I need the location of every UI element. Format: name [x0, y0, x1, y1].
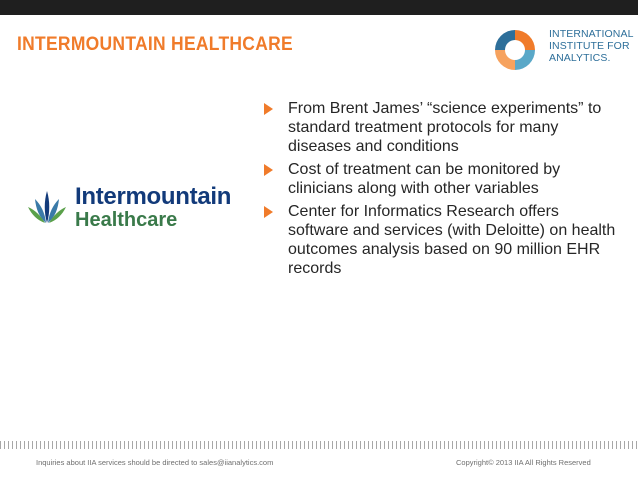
bullet-item: [262, 160, 622, 198]
bullet-item: [262, 99, 622, 156]
bullet-arrow-icon: [264, 206, 273, 218]
top-bar: [0, 0, 638, 15]
footer-inquiries: Inquiries about IIA services should be directed to sales@iianalytics.com: [36, 458, 274, 467]
bullet-text: Center for Informatics Research offers software and services (with Deloitte) on health outcomes analysis based on 90 million EHR records: [288, 203, 616, 277]
iia-line-3: ANALYTICS.: [549, 52, 611, 64]
bullet-arrow-icon: [264, 103, 273, 115]
iia-swirl-icon: [492, 27, 538, 73]
bullet-item: [262, 202, 622, 278]
intermountain-logo: [23, 177, 248, 237]
healthcare-wordmark: Healthcare: [75, 209, 178, 231]
iia-line-2: INSTITUTE FOR: [549, 40, 630, 52]
bullet-list: [262, 99, 622, 282]
iia-logo: [492, 24, 632, 72]
footer-copyright: Copyright© 2013 IIA All Rights Reserved: [456, 458, 591, 467]
bullet-arrow-icon: [264, 164, 273, 176]
slide-title: INTERMOUNTAIN HEALTHCARE: [17, 34, 293, 55]
footer-tick-strip: [0, 441, 638, 449]
iia-line-1: INTERNATIONAL: [549, 28, 634, 40]
iia-wordmark: [549, 28, 634, 64]
intermountain-wordmark: Intermountain: [75, 183, 232, 210]
bullet-text: Cost of treatment can be monitored by clinicians along with other variables: [288, 161, 561, 197]
bullet-text: From Brent James’ “science experiments” to standard treatment protocols for many diseases and conditions: [288, 100, 602, 155]
intermountain-leaf-icon: [27, 187, 67, 225]
